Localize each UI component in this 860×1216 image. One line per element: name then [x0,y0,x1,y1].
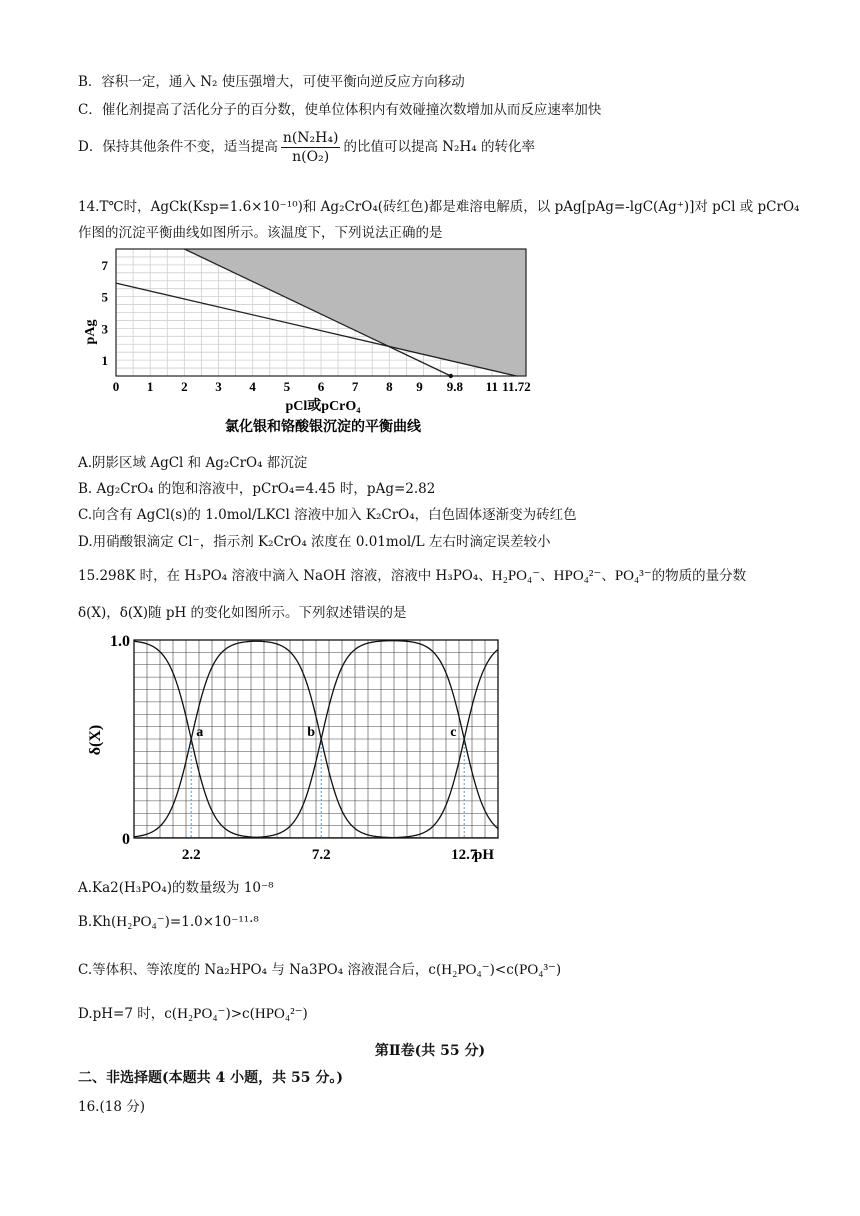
chart1-xtick: 9.8 [446,379,463,394]
part2-heading: 二、非选择题(本题共 4 小题，共 55 分。) [78,1070,343,1086]
point-label-a: a [196,725,204,740]
q14-option-c: C.向含有 AgCl(s)的 1.0mol/LKCl 溶液中加入 K₂CrO₄，白色固体逐渐变为砖红色 [78,507,577,523]
q14-option-d: D.用硝酸银滴定 Cl⁻，指示剂 K₂CrO₄ 浓度在 0.01mol/L 左右时滴定误差较小 [78,534,551,550]
chart1-xtick: 11.72 [502,379,531,394]
ion-po4: PO₄³⁻ [614,568,652,584]
chart1-ytick: 5 [101,289,108,305]
chart1-ytick: 3 [101,321,108,337]
chart1-xtick: 3 [215,379,222,394]
chart2-ytick-bottom: 0 [122,831,130,848]
chart1-xtick: 9 [416,379,423,394]
chart1-ytick: 7 [101,257,108,273]
point-label-b: b [307,725,315,740]
q15-option-c: C.等体积、等浓度的 Na₂HPO₄ 与 Na3PO₄ 溶液混合后，c(H₂PO₄⁻)<c(PO₄³⁻) [78,962,562,978]
q13-option-d: D．保持其他条件不变，适当提高 $\frac{\text{n(N₂H₄)}}{\text{n(O₂)}}$ 的比值可以提高 N₂H₄ 的转化率 [78,130,535,165]
chart1-xtick: 1 [146,379,154,394]
chart1-xtick: 4 [249,379,256,394]
point-label-c: c [450,725,457,740]
chart1-xtick: 7 [351,379,359,394]
chart2-x-label: pH [473,847,495,863]
ion-h2po4: H₂PO₄⁻ [491,568,541,584]
q15-option-a: A.Ka2(H₃PO₄)的数量级为 10⁻⁸ [78,880,274,896]
chart2-xtick: 7.2 [311,847,331,863]
ratio-fraction: $\frac{\text{n(N₂H₄)}}{\text{n(O₂)}}$ [282,130,339,165]
chart2-ytick-top: 1.0 [110,633,130,650]
chart1-xtick: 6 [317,379,325,394]
phosphate-distribution-chart [78,628,518,868]
q14-stem-line2: 作图的沉淀平衡曲线如图所示。该温度下，下列说法正确的是 [78,225,443,241]
chart2-xtick: 12.7 [451,847,478,863]
q14-option-a: A.阴影区域 AgCl 和 Ag₂CrO₄ 都沉淀 [78,455,308,471]
chart1-xtick: 0 [112,379,120,394]
chart2-xtick: 2.2 [181,847,201,863]
endpoint-marker [449,374,453,378]
chart2-y-label: δ(X) [87,724,104,756]
chart1-y-label: pAg [83,319,98,345]
chart1-xtick: 2 [181,379,188,394]
part2-title: 第Ⅱ卷(共 55 分) [374,1043,486,1059]
ion-hpo4: HPO₄²⁻ [553,568,602,584]
q14-option-b: B. Ag₂CrO₄ 的饱和溶液中，pCrO₄=4.45 时，pAg=2.82 [78,481,436,497]
q15-option-b: B.Kh(H₂PO₄⁻)=1.0×10⁻¹¹·⁸ [78,914,259,930]
q15-option-d: D.pH=7 时，c(H₂PO₄⁻)>c(HPO₄²⁻) [78,1006,308,1022]
chart1-xtick: 8 [386,379,393,394]
q14-stem-line1: 14.T℃时，AgCk(Ksp=1.6×10⁻¹⁰)和 Ag₂CrO₄(砖红色)都是难溶电解质，以 pAg[pAg=-lgC(Ag⁺)]对 pCl 或 pCrO₄ [78,199,800,215]
q16-label: 16.(18 分) [78,1099,145,1115]
chart1-caption: 氯化银和铬酸银沉淀的平衡曲线 [225,420,421,435]
chart1-ytick: 1 [101,353,108,369]
chart1-x-label: pCl或pCrO₄ [285,399,361,414]
chart1-xtick: 11 [485,379,498,394]
q13-option-b: B．容积一定，通入 N₂ 使压强增大，可使平衡向逆反应方向移动 [78,74,465,90]
q15-stem-line2: δ(X)，δ(X)随 pH 的变化如图所示。下列叙述错误的是 [78,605,407,621]
chart1-xtick: 5 [283,379,291,394]
ksp-equilibrium-chart [78,244,548,444]
q15-stem-line1: 15.298K 时，在 H₃PO₄ 溶液中滴入 NaOH 溶液，溶液中 H₃PO₄、H₂PO₄⁻、HPO₄²⁻、PO₄³⁻的物质的量分数 [78,568,747,584]
q13-option-c: C．催化剂提高了活化分子的百分数，使单位体积内有效碰撞次数增加从而反应速率加快 [78,102,602,118]
